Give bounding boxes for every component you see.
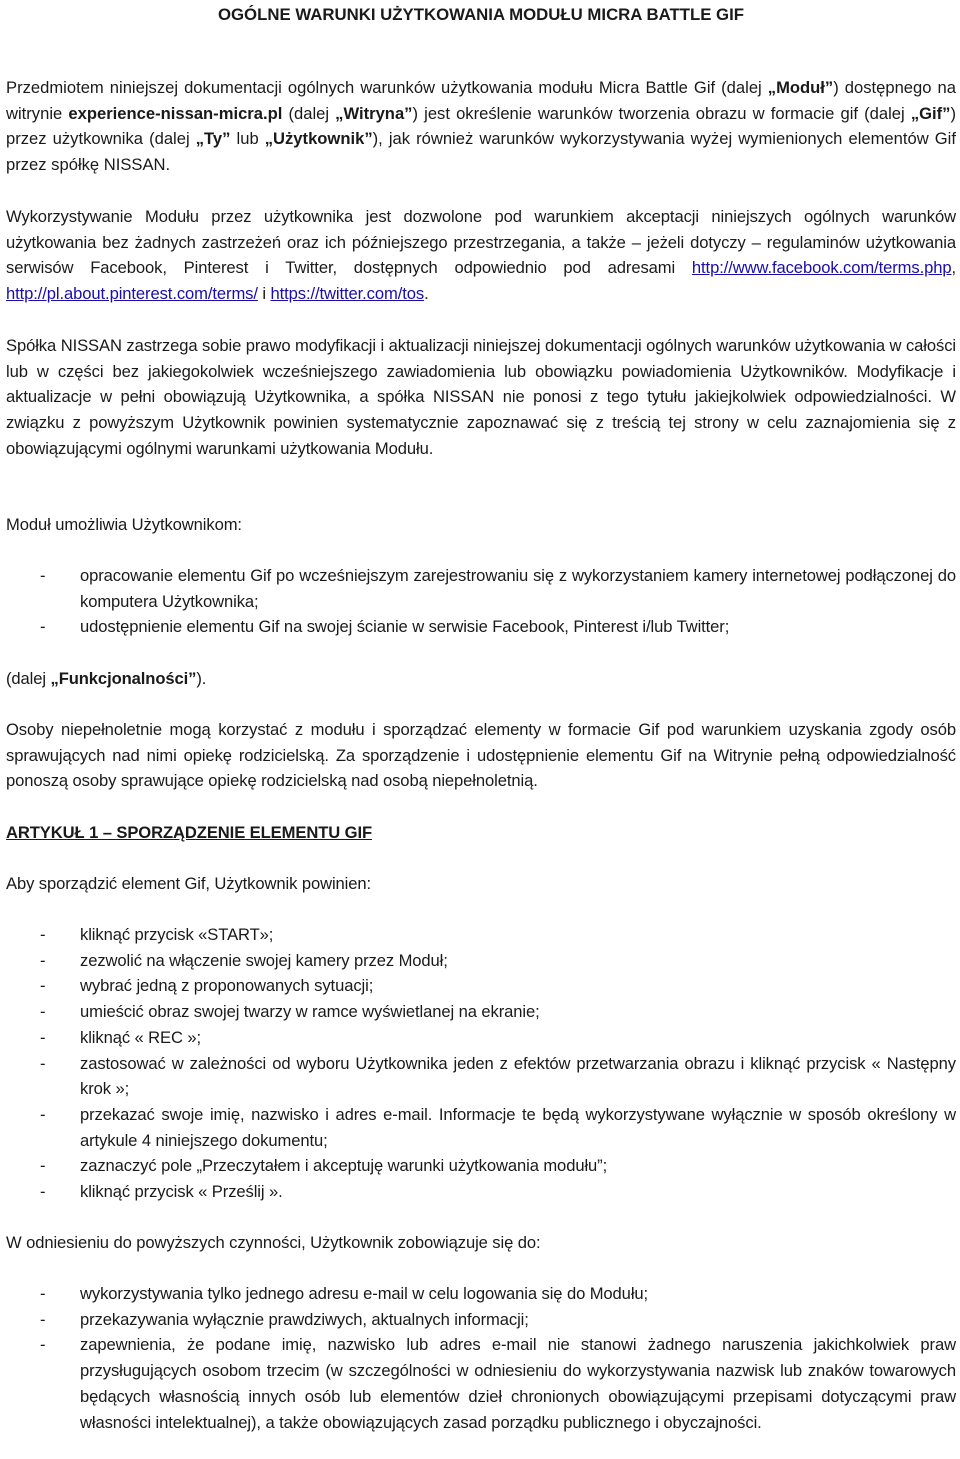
list-item-text: zastosować w zależności od wyboru Użytkownika jeden z efektów przetwarzania obrazu i kliknąć przycisk « Następny krok »; (80, 1053, 956, 1099)
facebook-terms-link[interactable]: http://www.facebook.com/terms.php (691, 258, 952, 278)
term-uzytkownik: „Użytkownik” (264, 129, 373, 149)
modification-text: Spółka NISSAN zastrzega sobie prawo modyfikacji i aktualizacji niniejszej dokumentacji ogólnych warunków użytkowania w całości lub w części bez jakiegokolwiek wcześniejszego zawiadomienia lub obowiązku powiadomienia Użytkowników. Modyfikacje i aktualizacje w pełni obowiązują Użytkownika, a spółka NISSAN nie ponosi z tego tytułu jakiejkolwiek odpowiedzialności. W związku z powyższym Użytkownik powinien systematycznie zapoznawać się z treścią tej strony w celu zaznajomienia się z obowiązującymi ogólnymi warunkami użytkowania Modułu. (6, 336, 956, 458)
list-item-text: opracowanie elementu Gif po wcześniejszym zarejestrowaniu się z wykorzystaniem kamery internetowej podłączonej do komputera Użytkownika; (80, 566, 956, 611)
intro-text: (dalej (282, 103, 336, 123)
period: . (424, 284, 429, 304)
intro-text: ) jest określenie warunków tworzenia obrazu w formacie gif (dalej (412, 103, 911, 123)
list-dash: - (40, 1309, 46, 1329)
list-dash: - (40, 617, 46, 637)
steps-intro (6, 871, 956, 897)
note-text: (dalej (6, 669, 51, 688)
list-item (6, 614, 956, 640)
list-item (6, 973, 956, 999)
obligations-intro-text: W odniesieniu do powyższych czynności, Użytkownik zobowiązuje się do: (6, 1233, 541, 1252)
list-item (6, 1281, 956, 1307)
features-intro (6, 512, 956, 538)
list-dash: - (40, 925, 46, 944)
list-item-text: przekazać swoje imię, nazwisko i adres e-mail. Informacje te będą wykorzystywane wyłącznie w sposób określony w artykule 4 niniejszego dokumentu; (80, 1104, 956, 1150)
obligations-intro (6, 1230, 956, 1256)
list-dash: - (40, 1104, 46, 1124)
list-dash: - (40, 566, 46, 585)
list-dash: - (40, 1182, 46, 1202)
list-item-text: umieścić obraz swojej twarzy w ramce wyświetlanej na ekranie; (80, 1002, 540, 1022)
term-witryna: „Witryna” (335, 103, 413, 123)
list-item-text: udostępnienie elementu Gif na swojej ścianie w serwisie Facebook, Pinterest i/lub Twitter; (80, 617, 730, 637)
list-item (6, 1307, 956, 1333)
list-item-text: wykorzystywania tylko jednego adresu e-mail w celu logowania się do Modułu; (80, 1284, 649, 1303)
features-intro-text: Moduł umożliwia Użytkownikom: (6, 515, 242, 534)
minors-text: Osoby niepełnoletnie mogą korzystać z modułu i sporządzać elementy w formacie Gif pod warunkiem uzyskania zgody osób sprawujących nad nimi opiekę rodzicielską. Za sporządzenie i udostępnienie elementu Gif na Witrynie pełną odpowiedzialność ponoszą osoby sprawujące opiekę rodzicielską nad osobą niepełnoletnią. (6, 720, 956, 791)
minors-paragraph (6, 717, 956, 794)
list-item-text: kliknąć przycisk « Prześlij ». (80, 1182, 283, 1202)
list-item-text: kliknąć « REC »; (80, 1027, 202, 1047)
term-gif: „Gif” (910, 103, 951, 123)
list-dash: - (40, 1002, 46, 1022)
term-ty: „Ty” (195, 129, 231, 149)
list-item (6, 1153, 956, 1179)
intro-paragraph (6, 75, 956, 178)
intro-text: lub (230, 129, 265, 149)
term-funkcjonalnosci: „Funkcjonalności” (50, 669, 197, 688)
steps-list (6, 922, 956, 1205)
intro-text: ) przez użytkownika (dalej (6, 103, 956, 149)
separator: , (951, 258, 956, 278)
note-text: ). (196, 669, 207, 688)
obligations-list (6, 1281, 956, 1435)
functionalities-note (6, 666, 956, 692)
twitter-terms-link[interactable]: https://twitter.com/tos (270, 284, 425, 304)
list-item (6, 563, 956, 614)
list-item-text: kliknąć przycisk «START»; (80, 925, 274, 944)
list-dash: - (40, 1335, 46, 1355)
list-item-text: zaznaczyć pole „Przeczytałem i akceptuję warunki użytkowania modułu”; (80, 1156, 608, 1176)
list-item-text: zapewnienia, że podane imię, nazwisko lub adres e-mail nie stanowi żadnego naruszenia jakichkolwiek praw przysługujących osobom trzecim (w szczególności w odniesieniu do wykorzystywania nazwisk lub znaków towarowych będących własnością innych osób lub elementów dzieł chronionych obowiązującymi przepisami dotyczącymi praw własności intelektualnej), a także obowiązujących zasad porządku publicznego i obyczajności. (80, 1335, 956, 1432)
usage-paragraph (6, 204, 956, 307)
features-list (6, 563, 956, 640)
list-item (6, 1179, 956, 1205)
list-item-text: przekazywania wyłącznie prawdziwych, aktualnych informacji; (80, 1309, 529, 1329)
list-item (6, 999, 956, 1025)
document-title: OGÓLNE WARUNKI UŻYTKOWANIA MODUŁU MICRA BATTLE GIF (217, 5, 745, 24)
list-dash: - (40, 1027, 46, 1047)
list-item (6, 922, 956, 948)
intro-text: ) dostępnego na witrynie (6, 78, 956, 123)
article-1-heading (6, 820, 956, 846)
list-dash: - (40, 1053, 46, 1073)
list-item-text: wybrać jedną z proponowanych sytuacji; (80, 976, 374, 996)
list-item (6, 1102, 956, 1153)
list-item (6, 1332, 956, 1435)
term-website-url: experience-nissan-micra.pl (68, 103, 283, 123)
intro-text: Przedmiotem niniejszej dokumentacji ogólnych warunków użytkowania modułu Micra Battle Gif (dalej (6, 78, 768, 97)
conjunction: i (257, 284, 271, 304)
intro-text: ), jak również warunków wykorzystywania wyżej wymienionych elementów Gif przez spółkę NISSAN. (6, 129, 956, 175)
list-dash: - (40, 1284, 46, 1303)
pinterest-terms-link[interactable]: http://pl.about.pinterest.com/terms/ (6, 284, 258, 304)
list-item-text: zezwolić na włączenie swojej kamery przez Moduł; (80, 950, 448, 970)
list-dash: - (40, 950, 46, 970)
list-dash: - (40, 976, 46, 996)
list-item (6, 1025, 956, 1051)
steps-intro-text: Aby sporządzić element Gif, Użytkownik powinien: (6, 874, 372, 893)
article-1-title: ARTYKUŁ 1 – SPORZĄDZENIE ELEMENTU GIF (6, 823, 372, 842)
modification-paragraph (6, 333, 956, 462)
list-item (6, 1051, 956, 1102)
usage-text: Wykorzystywanie Modułu przez użytkownika jest dozwolone pod warunkiem akceptacji niniejszych ogólnych warunków użytkowania bez żadnych zastrzeżeń oraz ich późniejszego przestrzegania, a także – jeżeli dotyczy – regulaminów użytkowania serwisów Facebook, Pinterest i Twitter, dostępnych odpowiednio pod adresami (6, 207, 956, 278)
list-item (6, 948, 956, 974)
list-dash: - (40, 1156, 46, 1176)
term-modul: „Moduł” (767, 78, 834, 97)
